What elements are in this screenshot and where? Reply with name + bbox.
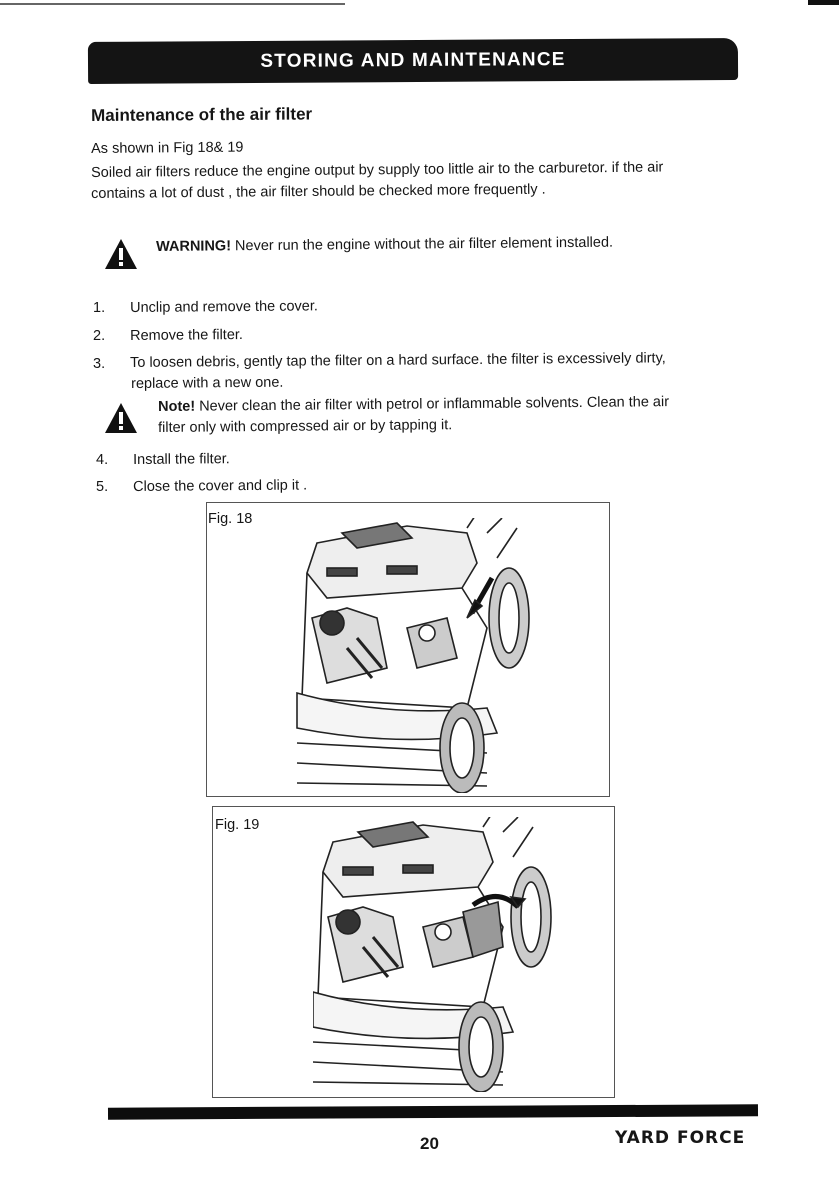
figure-label: Fig. 18 <box>208 511 253 527</box>
footer-bar <box>108 1104 758 1119</box>
page-title: STORING AND MAINTENANCE <box>260 49 566 72</box>
brand-logo: YARD FORCE <box>615 1128 746 1148</box>
note-triangle-icon <box>104 402 138 434</box>
figure-19 <box>212 806 615 1098</box>
step-text-continued: replace with a new one. <box>131 374 284 392</box>
warning-text <box>156 235 613 255</box>
step-number: 2. <box>93 328 106 344</box>
figure-label: Fig. 19 <box>215 817 260 833</box>
body-line-2: contains a lot of dust , the air filter should be checked more frequently . <box>91 181 546 202</box>
warning-label: WARNING! <box>156 238 232 255</box>
intro-text: As shown in Fig 18& 19 <box>91 139 244 157</box>
step-text: Close the cover and clip it . <box>133 477 308 495</box>
step-number: 3. <box>93 356 106 372</box>
step-text: Remove the filter. <box>130 327 243 344</box>
top-rule <box>0 3 345 5</box>
step-number: 1. <box>93 300 106 316</box>
step-number: 5. <box>96 479 109 495</box>
lawnmower-illustration <box>313 817 573 1092</box>
section-title: Maintenance of the air filter <box>91 104 313 125</box>
note-line-1 <box>158 394 669 415</box>
note-message: Never clean the air filter with petrol or inflammable solvents. Clean the air <box>195 394 670 415</box>
warning-triangle-icon <box>104 238 138 270</box>
step-number: 4. <box>96 452 109 468</box>
warning-message: Never run the engine without the air filter element installed. <box>230 234 614 255</box>
step-text: To loosen debris, gently tap the filter on a hard surface. the filter is excessively dirty, <box>130 350 666 371</box>
body-line-1: Soiled air filters reduce the engine output by supply too little air to the carburetor. if the air <box>91 159 664 181</box>
note-label: Note! <box>158 398 196 415</box>
figure-18 <box>206 502 610 797</box>
step-text: Install the filter. <box>133 451 230 468</box>
page-number: 20 <box>420 1134 439 1153</box>
corner-mark <box>808 0 839 5</box>
note-line-2: filter only with compressed air or by tapping it. <box>158 417 453 436</box>
step-text: Unclip and remove the cover. <box>130 298 318 316</box>
lawnmower-illustration <box>287 518 547 793</box>
